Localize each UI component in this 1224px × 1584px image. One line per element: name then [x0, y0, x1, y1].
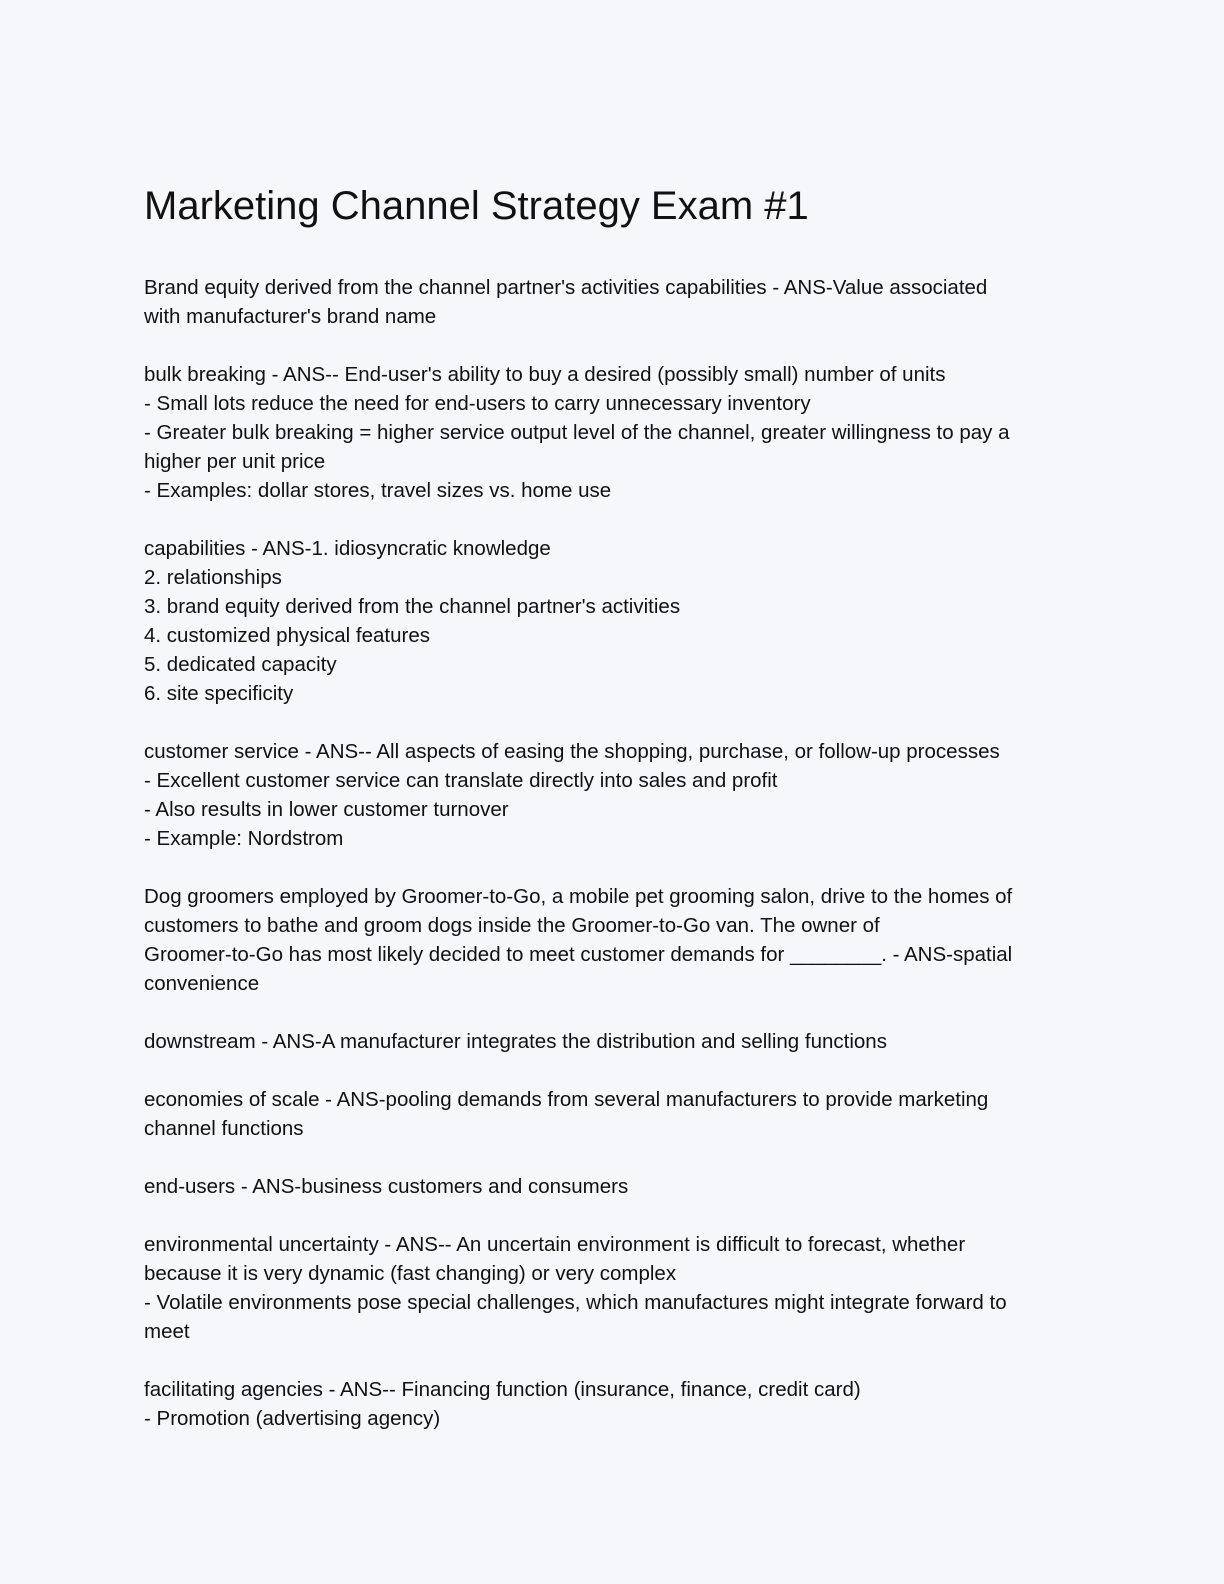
- entry-line: - Examples: dollar stores, travel sizes vs. home use: [144, 479, 612, 502]
- entry-line: 2. relationships: [144, 566, 282, 589]
- entry-line: 4. customized physical features: [144, 624, 430, 647]
- entry-line: - Also results in lower customer turnover: [144, 798, 509, 821]
- entry-line: 6. site specificity: [144, 682, 294, 705]
- entry-line: Dog groomers employed by Groomer-to-Go, a mobile pet grooming salon, drive to the homes of: [144, 885, 1013, 908]
- entry-line: facilitating agencies - ANS-- Financing function (insurance, finance, credit card): [144, 1378, 861, 1401]
- entry-line: environmental uncertainty - ANS-- An uncertain environment is difficult to forecast, whether: [144, 1233, 966, 1256]
- entry-list: [144, 273, 1084, 1433]
- qa-entry: [144, 273, 1084, 331]
- entry-line: - Volatile environments pose special challenges, which manufactures might integrate forward to: [144, 1291, 1007, 1314]
- entry-line: meet: [144, 1320, 190, 1343]
- qa-entry: [144, 1172, 1084, 1201]
- entry-line: customer service - ANS-- All aspects of easing the shopping, purchase, or follow-up processes: [144, 740, 1000, 763]
- entry-line: - Promotion (advertising agency): [144, 1407, 441, 1430]
- entry-line: Brand equity derived from the channel partner's activities capabilities - ANS-Value associated: [144, 276, 988, 299]
- entry-line: higher per unit price: [144, 450, 326, 473]
- qa-entry: [144, 1230, 1084, 1346]
- entry-line: economies of scale - ANS-pooling demands from several manufacturers to provide marketing: [144, 1088, 989, 1111]
- qa-entry: [144, 737, 1084, 853]
- entry-line: because it is very dynamic (fast changing) or very complex: [144, 1262, 677, 1285]
- entry-line: bulk breaking - ANS-- End-user's ability to buy a desired (possibly small) number of units: [144, 363, 946, 386]
- qa-entry: [144, 1027, 1084, 1056]
- entry-line: convenience: [144, 972, 260, 995]
- qa-entry: [144, 534, 1084, 708]
- entry-line: with manufacturer's brand name: [144, 305, 437, 328]
- entry-line: Groomer-to-Go has most likely decided to meet customer demands for ________. - ANS-spatial: [144, 943, 1013, 966]
- entry-line: - Small lots reduce the need for end-users to carry unnecessary inventory: [144, 392, 811, 415]
- entry-line: - Excellent customer service can translate directly into sales and profit: [144, 769, 778, 792]
- entry-line: 3. brand equity derived from the channel partner's activities: [144, 595, 681, 618]
- page-title: Marketing Channel Strategy Exam #1: [144, 184, 809, 228]
- qa-entry: [144, 1375, 1084, 1433]
- qa-entry: [144, 1085, 1084, 1143]
- entry-line: 5. dedicated capacity: [144, 653, 337, 676]
- qa-entry: [144, 360, 1084, 505]
- entry-line: end-users - ANS-business customers and consumers: [144, 1175, 629, 1198]
- entry-line: - Greater bulk breaking = higher service output level of the channel, greater willingness to pay a: [144, 421, 1010, 444]
- entry-line: downstream - ANS-A manufacturer integrates the distribution and selling functions: [144, 1030, 887, 1053]
- qa-entry: [144, 882, 1084, 998]
- entry-line: customers to bathe and groom dogs inside the Groomer-to-Go van. The owner of: [144, 914, 880, 937]
- entry-line: capabilities - ANS-1. idiosyncratic knowledge: [144, 537, 551, 560]
- entry-line: channel functions: [144, 1117, 304, 1140]
- entry-line: - Example: Nordstrom: [144, 827, 344, 850]
